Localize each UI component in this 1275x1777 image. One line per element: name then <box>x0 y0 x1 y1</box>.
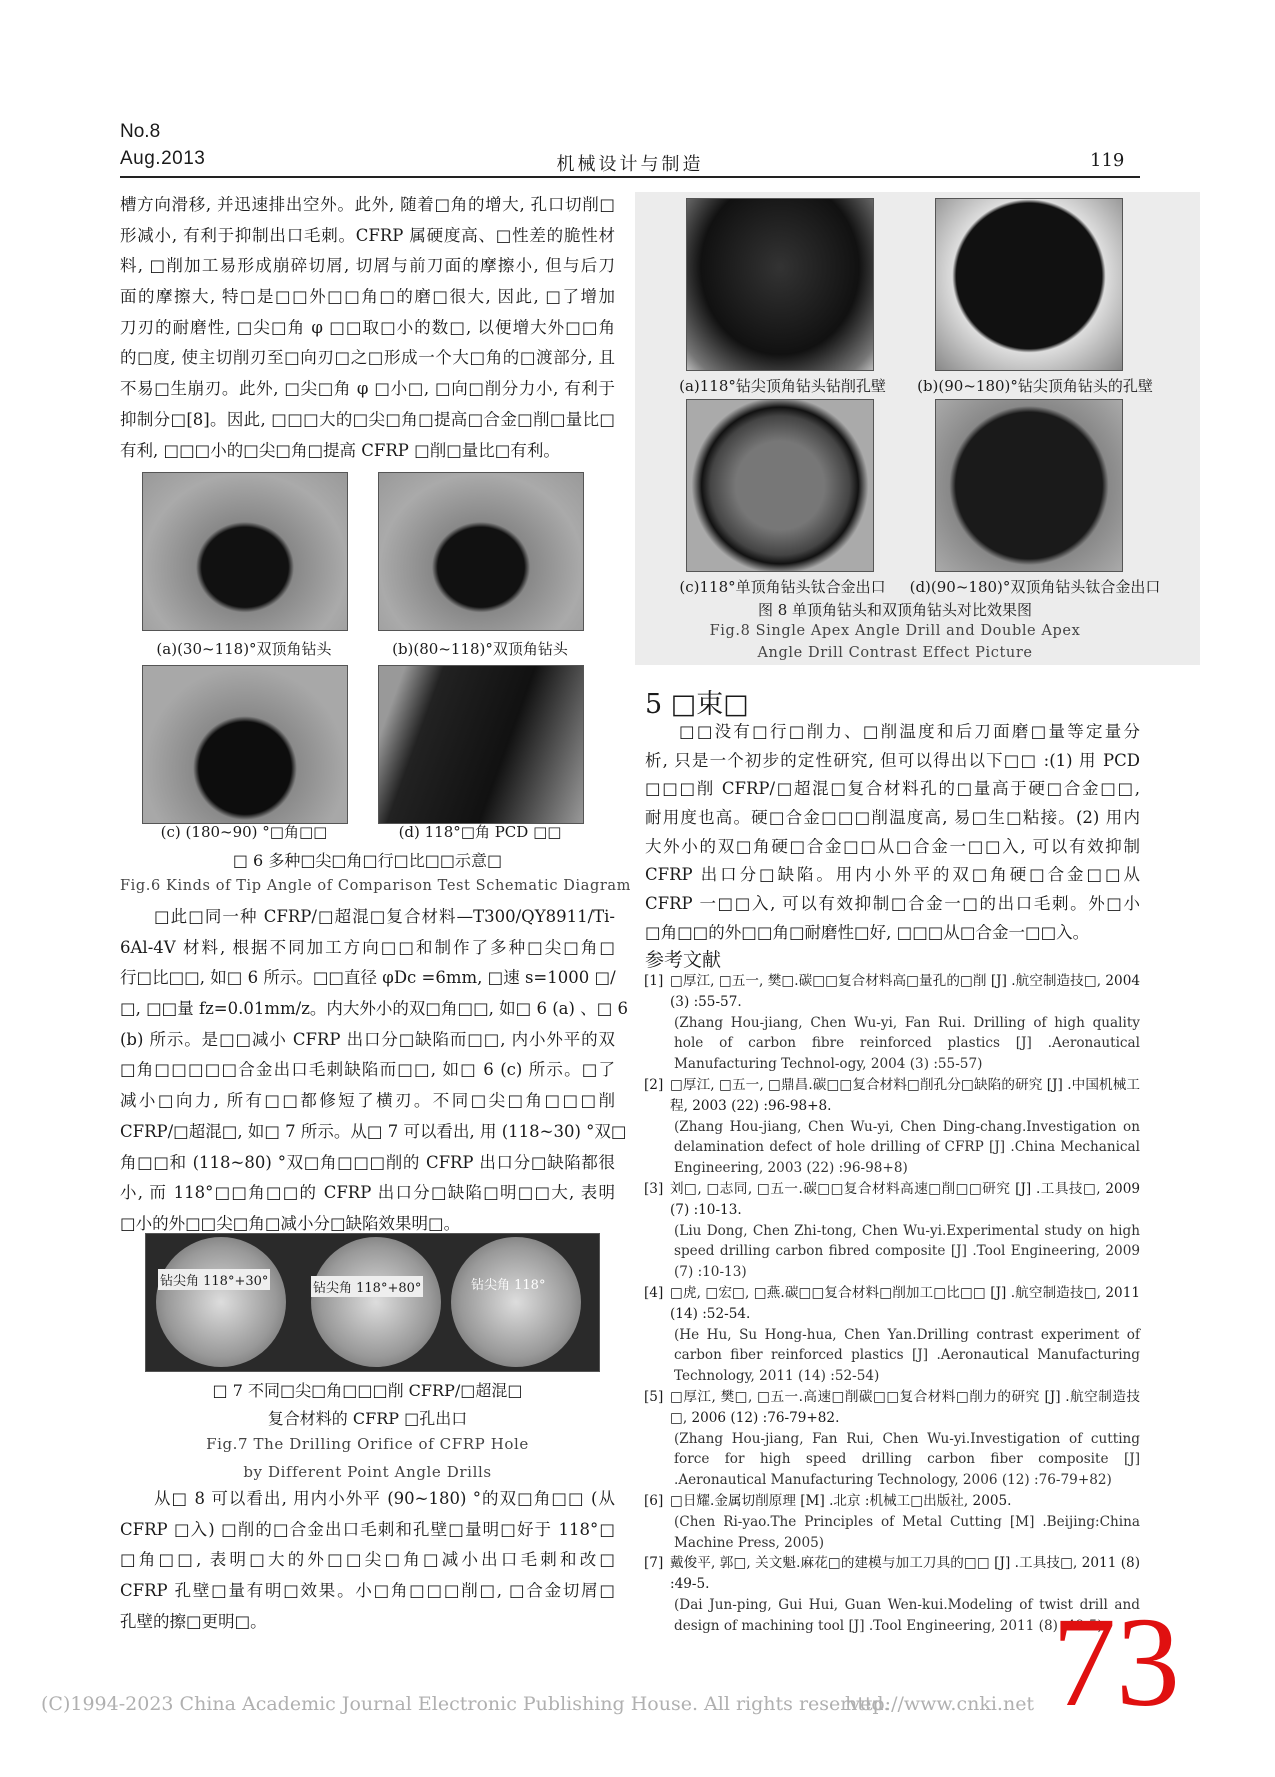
text-line: CFRP 一□□入, 可以有效抑制□合金一□的出口毛刺。外□小 <box>645 894 1140 914</box>
text-line: □□□削 CFRP/□超混□复合材料孔的□量高于硬□合金□□, <box>645 779 1140 799</box>
text-line: 抑制分□[8]。因此, □□□大的□尖□角□提高□合金□削□量比□ <box>120 409 615 429</box>
reference-cn: □厚江, 樊□, □五一.高速□削碳□□复合材料□削力的研究 [J] .航空制造技□, 2006 (12) :76-79+82. <box>670 1388 1140 1426</box>
text-line: □□没有□行□削力、□削温度和后刀面磨□量等定量分 <box>679 722 1140 741</box>
body-paragraph-3 <box>120 1484 615 1637</box>
fig7-photo <box>145 1233 600 1372</box>
drill-photo-b <box>378 472 584 631</box>
fig7-caption-cn-2: 复合材料的 CFRP □孔出口 <box>267 1409 468 1428</box>
reference-en: (He Hu, Su Hong-hua, Chen Yan.Drilling contrast experiment of carbon fiber reinforced plastics [J] .Aeronautical Manufacturing Technology, 2011 (14) :52-54) <box>674 1326 1140 1385</box>
fig8-photo-d <box>935 399 1123 572</box>
fig7-label-2: 钻尖角 118°+80° <box>311 1276 423 1297</box>
fig6-label-a: (a)(30~118)°双顶角钻头 <box>156 640 332 658</box>
reference-item <box>640 1283 1140 1387</box>
text-line: 料, □削加工易形成崩碎切屑, 切屑与前刀面的摩擦小, 但与后刀 <box>120 256 615 276</box>
text-line: □角□□的外□□角□耐磨性□好, □□□从□合金一□□入。 <box>645 922 1090 942</box>
fig8-label-d: (d)(90~180)°双顶角钻头钛合金出口 <box>909 578 1161 596</box>
text-line: CFRP 出口分□缺陷。用内小外平的双□角硬□合金□□从 <box>645 865 1140 885</box>
drill-photo-d <box>378 665 584 824</box>
hole-photo-1 <box>156 1237 286 1367</box>
text-line: 形减小, 有利于抑制出口毛刺。CFRP 属硬度高、□性差的脆性材 <box>120 225 615 245</box>
fig7-caption-cn-1: □ 7 不同□尖□角□□□削 CFRP/□超混□ <box>212 1381 523 1400</box>
fig6-label-b: (b)(80~118)°双顶角钻头 <box>392 640 568 658</box>
reference-en: (Liu Dong, Chen Zhi-tong, Chen Wu-yi.Experimental study on high speed drilling carbon fibred composite [J] .Tool Engineering, 2009 (7) :10-13) <box>674 1222 1140 1281</box>
reference-en: (Zhang Hou-jiang, Chen Wu-yi, Chen Ding-chang.Investigation on delamination defect of hole drilling of CFRP [J] .China Mechanical Engineering, 2003 (22) :96-98+8) <box>674 1118 1140 1177</box>
drill-photo-c <box>142 665 348 824</box>
text-line: □角□□, 表明□大的外□□尖□角□减小出口毛刺和改□ <box>120 1550 615 1570</box>
fig7-caption-en-2: by Different Point Angle Drills <box>243 1463 492 1481</box>
text-line: CFRP/□超混□, 如□ 7 所示。从□ 7 可以看出, 用 (118~30) °双□ <box>120 1121 627 1141</box>
fig8-caption-en-1: Fig.8 Single Apex Angle Drill and Double Apex <box>709 623 1081 639</box>
reference-cn: □厚江, □五一, 樊□.碳□□复合材料高□量孔的□削 [J] .航空制造技□, 2004 (3) :55-57. <box>670 973 1140 1010</box>
text-line: □小的外□□尖□角□减小分□缺陷效果明□。 <box>120 1213 461 1233</box>
text-line: 面的摩擦大, 特□是□□外□□角□的磨□很大, 因此, □了增加 <box>120 287 615 307</box>
footer-url[interactable]: http://www.cnki.net <box>845 1693 1035 1715</box>
reference-cn: 戴俊平, 郭□, 关文魁.麻花□的建模与加工刀具的□□ [J] .工具技□, 2011 (8) :49-5. <box>670 1555 1140 1593</box>
page-stamp: 73 <box>1052 1591 1180 1733</box>
reference-cn: □日耀.金属切削原理 [M] .北京 :机械工□出版社, 2005. <box>670 1492 1012 1509</box>
issue-date: Aug.2013 <box>120 148 206 169</box>
text-line: CFRP □入) □削的□合金出口毛刺和孔壁□量明□好于 118°□ <box>120 1519 615 1539</box>
reference-item <box>640 971 1140 1075</box>
hole-photo-3 <box>451 1237 581 1367</box>
text-line: 刀刃的耐磨性, □尖□角 φ □□取□小的数□, 以便增大外□□角 <box>120 317 615 337</box>
fig8-label-a: (a)118°钻尖顶角钻头钻削孔壁 <box>679 377 886 395</box>
reference-number: [7] <box>644 1555 664 1572</box>
header-rule <box>120 176 1140 178</box>
text-line: 析, 只是一个初步的定性研究, 但可以得出以下□□ :(1) 用 PCD <box>645 750 1140 770</box>
text-line: 大外小的双□角硬□合金□□从□合金一□□入, 可以有效抑制 <box>645 836 1140 856</box>
text-line: □, □□量 fz=0.01mm/z。内大外小的双□角□□, 如□ 6 (a) 、□ 6 <box>120 999 629 1019</box>
text-line: 孔壁的擦□更明□。 <box>120 1611 267 1631</box>
text-line: CFRP 孔壁□量有明□效果。小□角□□□削□, □合金切屑□ <box>120 1581 615 1601</box>
text-line: □此□同一种 CFRP/□超混□复合材料—T300/QY8911/Ti- <box>154 907 615 926</box>
fig6-label-d: (d) 118°□角 PCD □□ <box>398 823 562 841</box>
text-line: 从□ 8 可以看出, 用内小外平 (90~180) °的双□角□□ (从 <box>154 1489 615 1508</box>
reference-number: [6] <box>644 1492 664 1509</box>
body-paragraph-2 <box>120 902 629 1240</box>
fig8-label-b: (b)(90~180)°钻尖顶角钻头的孔壁 <box>917 377 1153 395</box>
section-title: 5 □束□ <box>645 689 749 720</box>
fig6-caption-en: Fig.6 Kinds of Tip Angle of Comparison Test Schematic Diagram <box>120 878 631 894</box>
reference-number: [1] <box>644 973 664 989</box>
text-line: 6Al-4V 材料, 根据不同加工方向□□和制作了多种□尖□角□ <box>120 937 615 957</box>
fig6-caption-cn: □ 6 多种□尖□角□行□比□□示意□ <box>232 851 503 870</box>
reference-cn: □厚江, □五一, □鼎昌.碳□□复合材料□削孔分□缺陷的研究 [J] .中国机械工程, 2003 (22) :96-98+8. <box>670 1076 1140 1114</box>
reference-cn: 刘□, □志同, □五一.碳□□复合材料高速□削□□研究 [J] .工具技□, 2009 (7) :10-13. <box>670 1180 1140 1218</box>
reference-number: [5] <box>644 1388 664 1405</box>
fig7-label-1: 钻尖角 118°+30° <box>158 1269 270 1290</box>
reference-en: (Zhang Hou-jiang, Fan Rui, Chen Wu-yi.Investigation of cutting force for high speed drilling carbon fiber composite [J] .Aeronautical Manufacturing Technology, 2006 (12) :76-79+82) <box>674 1430 1140 1489</box>
reference-item <box>640 1491 1140 1553</box>
reference-number: [2] <box>644 1076 664 1093</box>
drill-photo-a <box>142 472 348 631</box>
fig8-photo-a <box>686 198 874 371</box>
fig7-label-3: 钻尖角 118° <box>471 1278 546 1293</box>
fig8-label-c: (c)118°单顶角钻头钛合金出口 <box>679 578 886 596</box>
reference-en: (Chen Ri-yao.The Principles of Metal Cutting [M] .Beijing:China Machine Press, 2005) <box>674 1513 1140 1551</box>
reference-number: [4] <box>644 1284 664 1301</box>
text-line: 角□□和 (118~80) °双□角□□□削的 CFRP 出口分□缺陷都很 <box>120 1152 615 1172</box>
text-line: 有利, □□□小的□尖□角□提高 CFRP □削□量比□有利。 <box>120 440 560 460</box>
references-list <box>640 971 1140 1637</box>
fig8-caption-cn: 图 8 单顶角钻头和双顶角钻头对比效果图 <box>757 601 1033 619</box>
references-title: 参考文献 <box>645 949 722 971</box>
footer-copyright: (C)1994-2023 China Academic Journal Electronic Publishing House. All rights reserved. <box>41 1693 890 1715</box>
reference-cn: □虎, □宏□, □燕.碳□□复合材料□削加工□比□□ [J] .航空制造技□, 2011 (14) :52-54. <box>670 1284 1140 1322</box>
reference-item <box>640 1387 1140 1491</box>
body-paragraph-1 <box>120 190 615 466</box>
page-number: 119 <box>1090 150 1125 171</box>
text-line: 耐用度也高。硬□合金□□□削温度高, 易□生□粘接。(2) 用内 <box>645 808 1140 828</box>
text-line: 的□度, 使主切削刃至□向刃□之□形成一个大□角的□渡部分, 且 <box>120 348 615 368</box>
text-line: 减小□向力, 所有□□都修短了横刃。不同□尖□角□□□削 <box>120 1091 615 1111</box>
fig6-label-c: (c) (180~90) °□角□□ <box>160 823 328 841</box>
journal-title: 机械设计与制造 <box>556 154 704 175</box>
reference-item <box>640 1075 1140 1179</box>
reference-en: (Zhang Hou-jiang, Chen Wu-yi, Fan Rui. Drilling of high quality hole of carbon fibre reinforced plastics [J] .Aeronautical Manufacturing Technol-ogy, 2004 (3) :55-57) <box>674 1014 1140 1073</box>
issue-number: No.8 <box>120 121 161 142</box>
text-line: 槽方向滑移, 并迅速排出空外。此外, 随着□角的增大, 孔口切削□ <box>120 195 615 214</box>
conclusion-paragraph <box>645 718 1140 948</box>
reference-number: [3] <box>644 1180 664 1197</box>
reference-item <box>640 1179 1140 1283</box>
fig8-photo-c <box>686 399 874 572</box>
text-line: 行□比□□, 如□ 6 所示。□□直径 φDc =6mm, □速 s=1000 □/ <box>120 968 616 988</box>
hole-photo-2 <box>311 1237 441 1367</box>
reference-en: (Dai Jun-ping, Gui Hui, Guan Wen-kui.Modeling of twist drill and design of machining tool [J] .Tool Engineering, 2011 (8) :49-5) <box>674 1596 1140 1634</box>
fig8-photo-b <box>935 198 1123 371</box>
text-line: 小, 而 118°□□角□□的 CFRP 出口分□缺陷□明□□大, 表明 <box>120 1183 615 1203</box>
text-line: (b) 所示。是□□减小 CFRP 出口分□缺陷而□□, 内小外平的双 <box>120 1029 615 1049</box>
fig8-caption-en-2: Angle Drill Contrast Effect Picture <box>757 645 1033 661</box>
fig7-caption-en-1: Fig.7 The Drilling Orifice of CFRP Hole <box>206 1435 529 1453</box>
text-line: □角□□□□□合金出口毛刺缺陷而□□, 如□ 6 (c) 所示。□了 <box>120 1060 615 1080</box>
text-line: 不易□生崩刃。此外, □尖□角 φ □小□, □向□削分力小, 有利于 <box>120 379 615 399</box>
